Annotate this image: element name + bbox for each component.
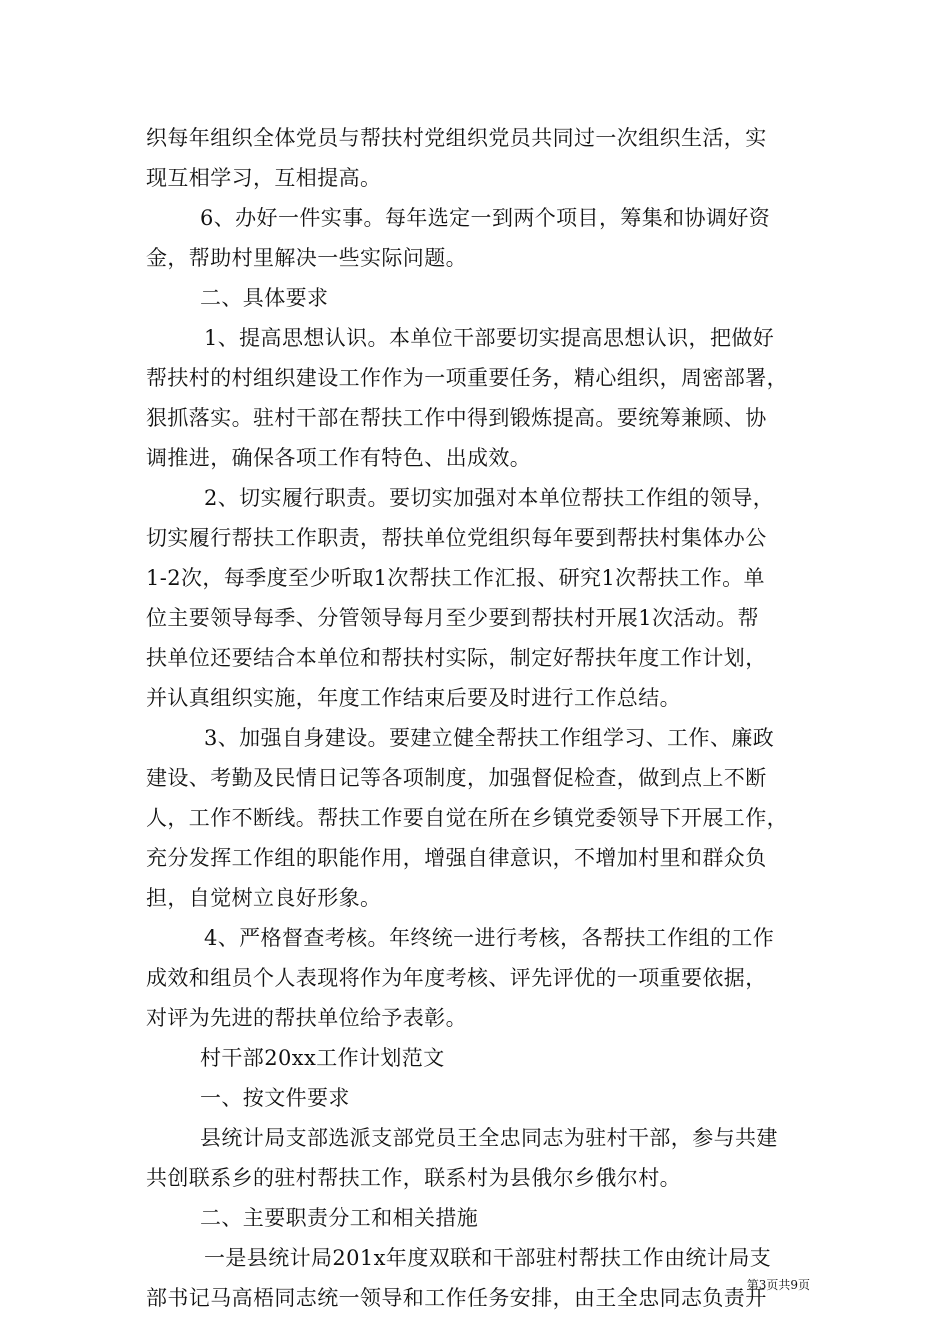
text-line: 现互相学习，互相提高。 (146, 166, 382, 190)
section-heading: 二、具体要求 (200, 286, 329, 310)
text-line: 狠抓落实。驻村干部在帮扶工作中得到锻炼提高。要统筹兼顾、协 (146, 406, 767, 430)
text-line: 对评为先进的帮扶单位给予表彰。 (146, 1006, 467, 1030)
text-line: 切实履行帮扶工作职责，帮扶单位党组织每年要到帮扶村集体办公 (146, 526, 767, 550)
text-line: 调推进，确保各项工作有特色、出成效。 (146, 446, 532, 470)
document-body (146, 118, 810, 1318)
text-line: 人，工作不断线。帮扶工作要自觉在所在乡镇党委领导下开展工作， (146, 806, 788, 830)
text-line: 扶单位还要结合本单位和帮扶村实际，制定好帮扶年度工作计划， (146, 646, 767, 670)
paragraph-start: 一是县统计局201x年度双联和干部驻村帮扶工作由统计局支 (204, 1246, 772, 1270)
paragraph-start: 2、切实履行职责。要切实加强对本单位帮扶工作组的领导， (204, 486, 775, 510)
paragraph-start: 3、加强自身建设。要建立健全帮扶工作组学习、工作、廉政 (204, 726, 775, 750)
paragraph-start: 6、办好一件实事。每年选定一到两个项目，筹集和协调好资 (200, 206, 771, 230)
text-line: 织每年组织全体党员与帮扶村党组织党员共同过一次组织生活，实 (146, 126, 767, 150)
text-line: 部书记马高梧同志统一领导和工作任务安排，由王全忠同志负责开 (146, 1286, 767, 1310)
paragraph-start: 1、提高思想认识。本单位干部要切实提高思想认识，把做好 (204, 326, 775, 350)
paragraph-start: 县统计局支部选派支部党员王全忠同志为驻村干部，参与共建 (200, 1126, 778, 1150)
text-line: 金，帮助村里解决一些实际问题。 (146, 246, 467, 270)
text-line: 并认真组织实施，年度工作结束后要及时进行工作总结。 (146, 686, 681, 710)
text-line: 建设、考勤及民情日记等各项制度，加强督促检查，做到点上不断 (146, 766, 767, 790)
text-line: 成效和组员个人表现将作为年度考核、评先评优的一项重要依据， (146, 966, 767, 990)
text-line: 充分发挥工作组的职能作用，增强自律意识，不增加村里和群众负 (146, 846, 767, 870)
article-title: 村干部20xx工作计划范文 (200, 1046, 445, 1070)
text-line: 1-2次，每季度至少听取1次帮扶工作汇报、研究1次帮扶工作。单 (146, 566, 765, 590)
paragraph-start: 4、严格督查考核。年终统一进行考核，各帮扶工作组的工作 (204, 926, 775, 950)
section-heading: 一、按文件要求 (200, 1086, 350, 1110)
section-heading: 二、主要职责分工和相关措施 (200, 1206, 479, 1230)
text-line: 帮扶村的村组织建设工作作为一项重要任务，精心组织，周密部署， (146, 366, 788, 390)
text-line: 担，自觉树立良好形象。 (146, 886, 382, 910)
text-line: 位主要领导每季、分管领导每月至少要到帮扶村开展1次活动。帮 (146, 606, 759, 630)
text-line: 共创联系乡的驻村帮扶工作，联系村为县俄尔乡俄尔村。 (146, 1166, 681, 1190)
page-number: 第3页共9页 (746, 1278, 810, 1292)
